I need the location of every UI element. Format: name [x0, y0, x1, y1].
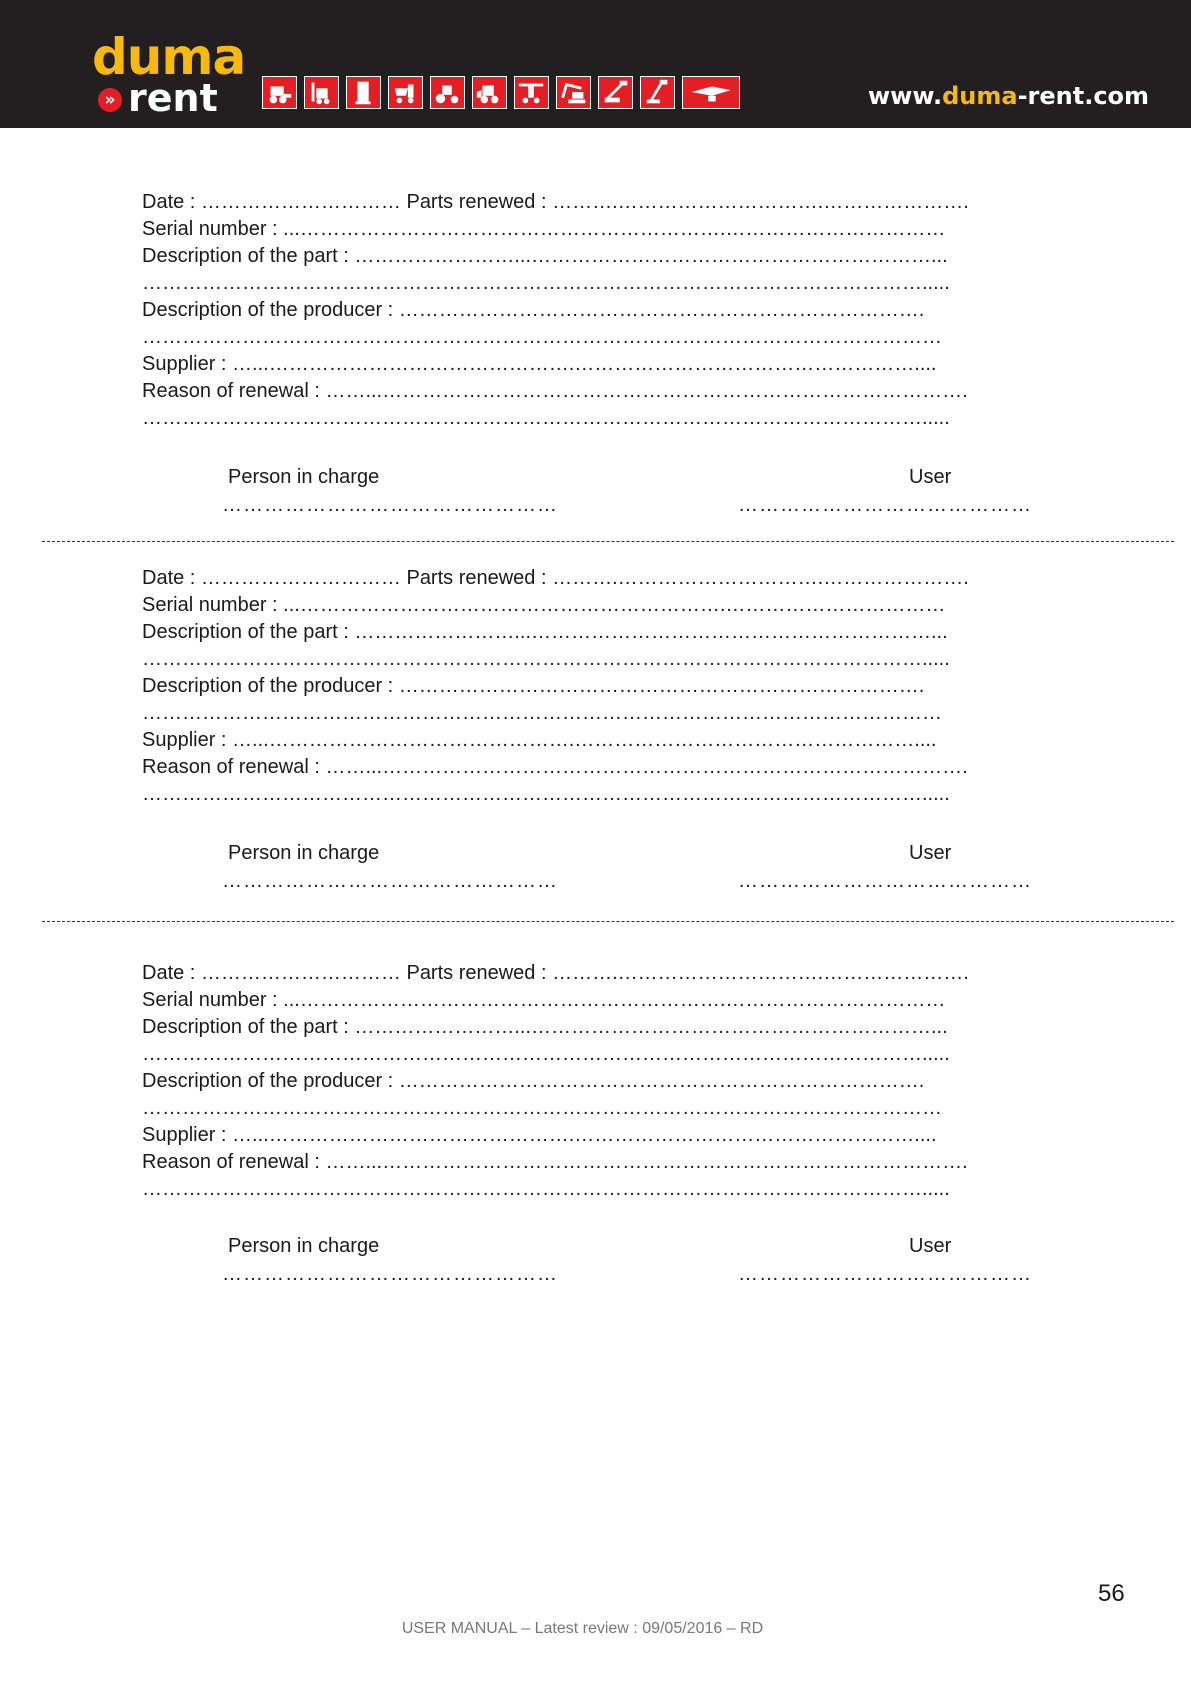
date-parts-renewed-field[interactable]: Date : ………………………… Parts renewed : ……….………………………….…………………. [142, 191, 969, 213]
machine-icons-strip [262, 76, 740, 109]
user-label: User [909, 842, 952, 864]
serial-number-field[interactable]: Serial number : ...……………………………………………………….…………………………… [142, 989, 946, 1011]
section-divider [42, 541, 1174, 542]
reason-of-renewal-continuation[interactable]: ………………………………………………………………………………………………………..... [142, 783, 950, 805]
website-prefix: www. [868, 82, 943, 110]
page-header [0, 0, 1191, 128]
wheel-loader-icon [472, 76, 507, 109]
logo-word-duma: duma [92, 28, 246, 86]
mini-dumper-icon [388, 76, 423, 109]
reason-of-renewal-continuation[interactable]: ………………………………………………………………………………………………………..... [142, 407, 950, 429]
serial-number-field[interactable]: Serial number : ...……………………………………………………….…………………………… [142, 218, 946, 240]
user-signature-line[interactable]: …………………………………… [738, 494, 1032, 516]
serial-number-field[interactable]: Serial number : ...……………………………………………………….…………………………… [142, 594, 946, 616]
user-signature-line[interactable]: …………………………………… [738, 1263, 1032, 1285]
part-description-continuation[interactable]: ………………………………………………………………………………………………………..... [142, 272, 950, 294]
reason-of-renewal-continuation[interactable]: ………………………………………………………………………………………………………..... [142, 1178, 950, 1200]
person-in-charge-signature-line[interactable]: ………………………………………… [222, 870, 558, 892]
date-parts-renewed-field[interactable]: Date : ………………………… Parts renewed : ……….………………………….…………………. [142, 567, 969, 589]
aerial-platform-icon [598, 76, 633, 109]
part-description-field[interactable]: Description of the part : ……………………...……………………………………………………... [142, 621, 948, 643]
person-in-charge-label: Person in charge [228, 1235, 380, 1257]
supplier-field[interactable]: Supplier : …...……………………………………….…………………………………………….... [142, 1124, 937, 1146]
reason-of-renewal-field[interactable]: Reason of renewal : ……...……………………………………………………………………………. [142, 1151, 968, 1173]
logo-word-rent [104, 76, 245, 120]
boom-lift-icon [640, 76, 675, 109]
logo-chevron-icon: » [98, 88, 122, 112]
producer-description-field[interactable]: Description of the producer : ……………………………………………………………………. [142, 1070, 925, 1092]
producer-description-field[interactable]: Description of the producer : ……………………………………………………………………. [142, 299, 925, 321]
excavator-icon [556, 76, 591, 109]
producer-description-continuation[interactable]: ………………………………………………………………………………………………………… [142, 1097, 942, 1119]
person-in-charge-label: Person in charge [228, 842, 380, 864]
user-signature-line[interactable]: …………………………………… [738, 870, 1032, 892]
footer-review-note: USER MANUAL – Latest review : 09/05/2016 – RD [401, 1620, 764, 1637]
reason-of-renewal-field[interactable]: Reason of renewal : ……...……………………………………………………………………………. [142, 380, 968, 402]
part-description-continuation[interactable]: ………………………………………………………………………………………………………..... [142, 1043, 950, 1065]
website-suffix: -rent.com [1017, 82, 1150, 110]
producer-description-continuation[interactable]: ………………………………………………………………………………………………………… [142, 702, 942, 724]
forklift-icon [304, 76, 339, 109]
duma-rent-logo [92, 28, 246, 120]
reason-of-renewal-field[interactable]: Reason of renewal : ……...……………………………………………………………………………. [142, 756, 968, 778]
producer-description-continuation[interactable]: ………………………………………………………………………………………………………… [142, 326, 942, 348]
scissor-lift-icon [682, 76, 740, 109]
section-divider [42, 921, 1174, 922]
date-parts-renewed-field[interactable]: Date : ………………………… Parts renewed : ……….………………………….…………………. [142, 962, 969, 984]
website-highlight: duma [942, 82, 1018, 110]
logo-rent-text: rent [128, 76, 218, 120]
part-description-field[interactable]: Description of the part : ……………………...……………………………………………………... [142, 1016, 948, 1038]
producer-description-field[interactable]: Description of the producer : ……………………………………………………………………. [142, 675, 925, 697]
part-description-continuation[interactable]: ………………………………………………………………………………………………………..... [142, 648, 950, 670]
person-in-charge-signature-line[interactable]: ………………………………………… [222, 494, 558, 516]
supplier-field[interactable]: Supplier : …...……………………………………….…………………………………………….... [142, 729, 937, 751]
crane-icon [514, 76, 549, 109]
person-in-charge-signature-line[interactable]: ………………………………………… [222, 1263, 558, 1285]
person-in-charge-label: Person in charge [228, 466, 380, 488]
supplier-field[interactable]: Supplier : …...……………………………………….…………………………………………….... [142, 353, 937, 375]
user-label: User [909, 1235, 952, 1257]
user-label: User [909, 466, 952, 488]
part-description-field[interactable]: Description of the part : ……………………...……………………………………………………... [142, 245, 948, 267]
tractor-icon [430, 76, 465, 109]
loader-icon [262, 76, 297, 109]
compactor-icon [346, 76, 381, 109]
page-number: 56 [1098, 1580, 1125, 1607]
website-url [868, 82, 1149, 110]
